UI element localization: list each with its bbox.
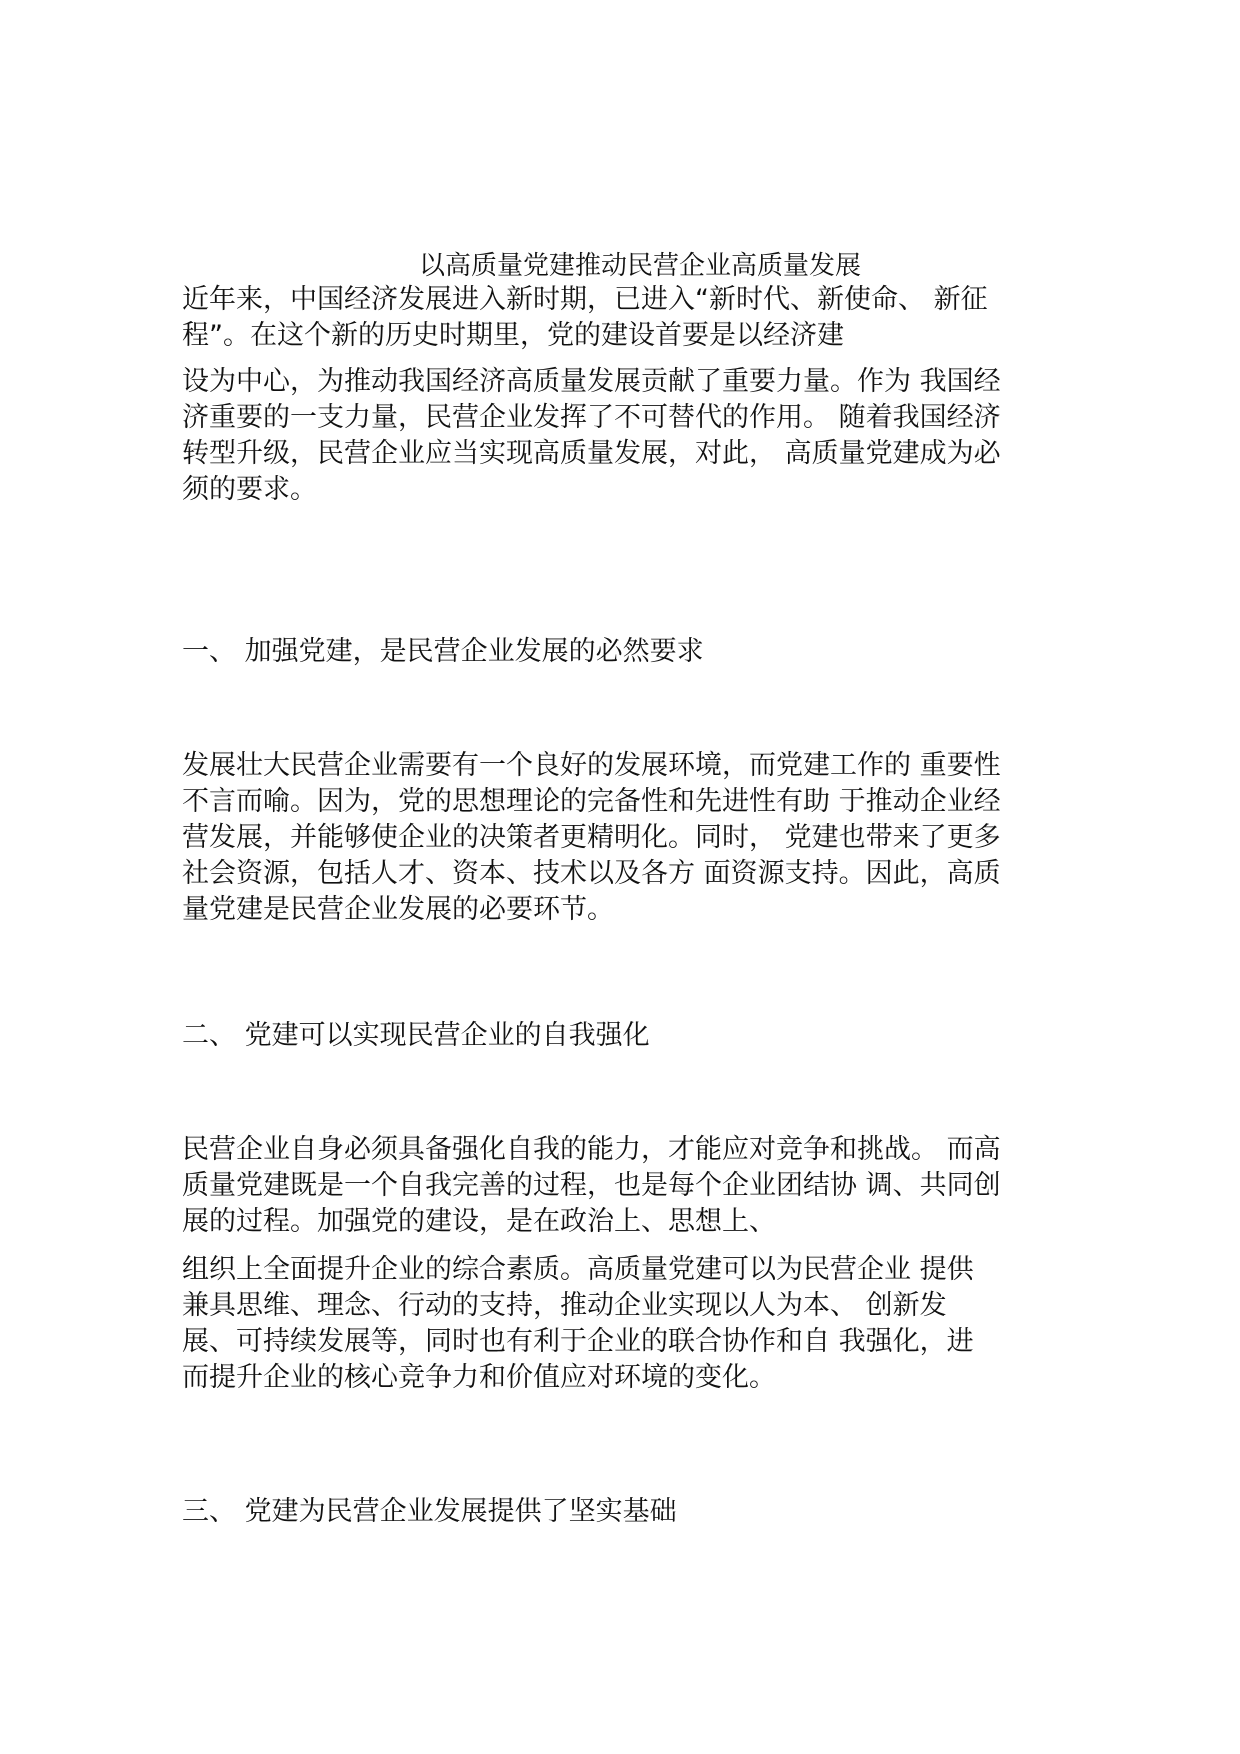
text-line: 量党建是民营企业发展的必要环节。	[182, 894, 614, 925]
document-title: 以高质量党建推动民营企业高质量发展	[418, 251, 861, 281]
section-2-paragraph-b	[182, 1252, 1082, 1396]
section-2-paragraph-a	[182, 1132, 1082, 1240]
text-line: 兼具思维、理念、行动的支持，推动企业实现以人为本、 创新发	[182, 1290, 947, 1321]
intro-paragraph-1	[182, 282, 1082, 354]
section-3-heading: 三、 党建为民营企业发展提供了坚实基础	[182, 1496, 677, 1527]
intro-paragraph-2	[182, 364, 1082, 508]
text-line: 质量党建既是一个自我完善的过程，也是每个企业团结协 调、共同创	[182, 1170, 1001, 1201]
text-line: 组织上全面提升企业的综合素质。高质量党建可以为民营企业 提供	[182, 1254, 974, 1285]
text-line: 社会资源，包括人才、资本、技术以及各方 面资源支持。因此，高质	[182, 858, 1001, 889]
section-1-paragraph	[182, 748, 1082, 928]
text-line: 而提升企业的核心竞争力和价值应对环境的变化。	[182, 1362, 776, 1393]
text-line: 转型升级，民营企业应当实现高质量发展，对此， 高质量党建成为必	[182, 438, 1001, 469]
text-line: 近年来，中国经济发展进入新时期，已进入“新时代、新使命、 新征	[182, 284, 988, 315]
text-line: 发展壮大民营企业需要有一个良好的发展环境，而党建工作的 重要性	[182, 750, 1001, 781]
text-line: 展、可持续发展等，同时也有利于企业的联合协作和自 我强化，进	[182, 1326, 974, 1357]
text-line: 程”。在这个新的历史时期里，党的建设首要是以经济建	[182, 320, 844, 351]
text-line: 须的要求。	[182, 474, 317, 505]
text-line: 设为中心，为推动我国经济高质量发展贡献了重要力量。作为 我国经	[182, 366, 1001, 397]
text-line: 不言而喻。因为，党的思想理论的完备性和先进性有助 于推动企业经	[182, 786, 1001, 817]
text-line: 营发展，并能够使企业的决策者更精明化。同时， 党建也带来了更多	[182, 822, 1001, 853]
text-line: 民营企业自身必须具备强化自我的能力，才能应对竞争和挑战。 而高	[182, 1134, 1001, 1165]
section-2-heading: 二、 党建可以实现民营企业的自我强化	[182, 1020, 650, 1051]
text-line: 展的过程。加强党的建设，是在政治上、思想上、	[182, 1206, 776, 1237]
text-line: 济重要的一支力量，民营企业发挥了不可替代的作用。 随着我国经济	[182, 402, 1001, 433]
section-1-heading: 一、 加强党建，是民营企业发展的必然要求	[182, 636, 704, 667]
